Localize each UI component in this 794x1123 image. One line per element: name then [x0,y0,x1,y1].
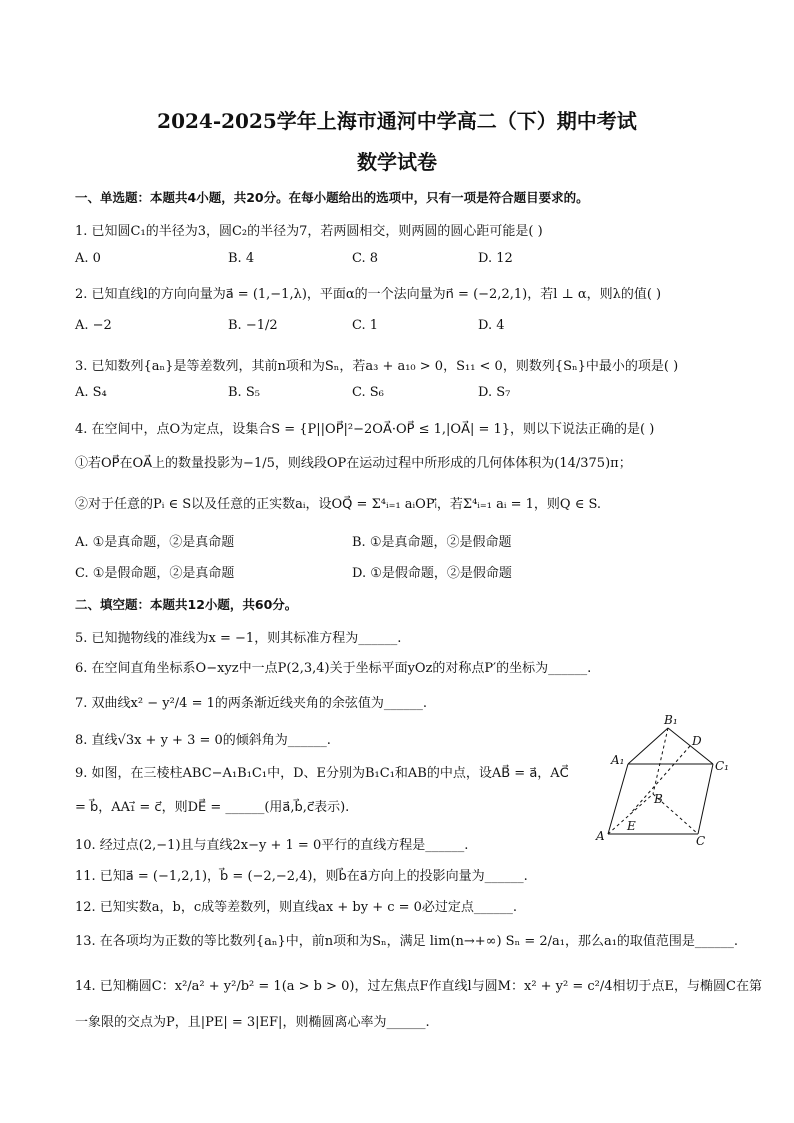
q1-option-d: D. 12 [478,251,513,266]
q4-statement-1: ①若OP⃗在OA⃗上的数量投影为−1/5，则线段OP在运动过程中所形成的几何体体积为(14/375)π； [75,456,632,471]
question-6: 6. 在空间直角坐标系O−xyz中一点P(2,3,4)关于坐标平面yOz的对称点P′的坐标为______. [75,661,592,676]
question-9-line-1: 9. 如图，在三棱柱ABC−A₁B₁C₁中，D、E分别为B₁C₁和AB的中点，设AB⃗ = a⃗，AC⃗ [75,766,569,781]
q4-option-a: A. ①是真命题，②是真命题 [75,535,235,550]
question-14-line-2: 一象限的交点为P，且|PE| = 3|EF|，则椭圆离心率为______. [75,1015,430,1030]
edge-a1-b1 [628,728,668,764]
label-c: C [696,834,706,848]
question-12: 12. 已知实数a，b，c成等差数列，则直线ax + by + c = 0必过定点______. [75,900,518,915]
edge-c1-c [698,764,713,834]
edge-a1-a [608,764,628,834]
q4-option-c: C. ①是假命题，②是真命题 [75,566,235,581]
q3-option-a: A. S₄ [75,385,107,400]
edge-b1-b [653,728,668,794]
edge-b1-c1 [668,728,713,764]
triangular-prism-figure [593,712,743,852]
question-10: 10. 经过点(2,−1)且与直线2x−y + 1 = 0平行的直线方程是______. [75,838,469,853]
question-9-line-2: = b⃗，AA₁⃗ = c⃗，则DE⃗ = ______(用a⃗,b⃗,c⃗表示). [75,800,350,815]
section-heading-fill-blank: 二、填空题：本题共12小题，共60分。 [75,597,298,612]
question-4-stem: 4. 在空间中，点O为定点，设集合S = {P||OP⃗|²−2OA⃗·OP⃗ ≤ 1,|OA⃗| = 1}，则以下说法正确的是( ) [75,422,655,437]
q1-option-b: B. 4 [228,251,255,266]
q2-option-a: A. −2 [75,318,112,333]
label-a: A [596,829,605,843]
exam-subtitle: 数学试卷 [357,150,437,174]
q2-option-d: D. 4 [478,318,505,333]
section-heading-single-choice: 一、单选题：本题共4小题，共20分。在每小题给出的选项中，只有一项是符合题目要求的。 [75,190,589,205]
q3-option-c: C. S₆ [352,385,384,400]
label-b: B [654,792,663,806]
exam-title: 2024-2025学年上海市通河中学高二（下）期中考试 [157,109,637,133]
question-8: 8. 直线√3x + y + 3 = 0的倾斜角为______. [75,733,331,748]
question-14-line-1: 14. 已知椭圆C：x²/a² + y²/b² = 1(a > b > 0)，过左焦点F作直线l与圆M：x² + y² = c²/4相切于点E，与椭圆C在第 [75,979,762,994]
q3-option-b: B. S₅ [228,385,260,400]
question-7: 7. 双曲线x² − y²/4 = 1的两条渐近线夹角的余弦值为______. [75,696,428,711]
q4-option-b: B. ①是真命题，②是假命题 [352,535,512,550]
question-13: 13. 在各项均为正数的等比数列{aₙ}中，前n项和为Sₙ，满足 lim(n→+∞) Sₙ = 2/a₁，那么a₁的取值范围是______. [75,934,739,949]
question-5: 5. 已知抛物线的准线为x = −1，则其标准方程为______. [75,631,402,646]
q3-option-d: D. S₇ [478,385,511,400]
q2-option-c: C. 1 [352,318,379,333]
question-2-stem: 2. 已知直线l的方向向量为a⃗ = (1,−1,λ)，平面α的一个法向量为n⃗ = (−2,2,1)，若l ⊥ α，则λ的值( ) [75,287,662,302]
label-b1: B₁ [664,713,678,727]
question-3-stem: 3. 已知数列{aₙ}是等差数列，其前n项和为Sₙ，若a₃ + a₁₀ > 0，S₁₁ < 0，则数列{Sₙ}中最小的项是( ) [75,359,679,374]
question-11: 11. 已知a⃗ = (−1,2,1)，b⃗ = (−2,−2,4)，则b⃗在a⃗方向上的投影向量为______. [75,869,528,884]
q4-option-d: D. ①是假命题，②是假命题 [352,566,512,581]
label-e: E [627,819,636,833]
label-a1: A₁ [611,753,625,767]
label-c1: C₁ [715,759,729,773]
question-1-stem: 1. 已知圆C₁的半径为3，圆C₂的半径为7，若两圆相交，则两圆的圆心距可能是( ) [75,224,543,239]
label-d: D [692,734,702,748]
q2-option-b: B. −1/2 [228,318,278,333]
q1-option-c: C. 8 [352,251,379,266]
q1-option-a: A. 0 [75,251,101,266]
q4-statement-2: ②对于任意的Pᵢ ∈ S以及任意的正实数aᵢ，设OQ⃗ = Σ⁴ᵢ₌₁ aᵢOPᵢ⃗，若Σ⁴ᵢ₌₁ aᵢ = 1，则Q ∈ S. [75,497,602,512]
